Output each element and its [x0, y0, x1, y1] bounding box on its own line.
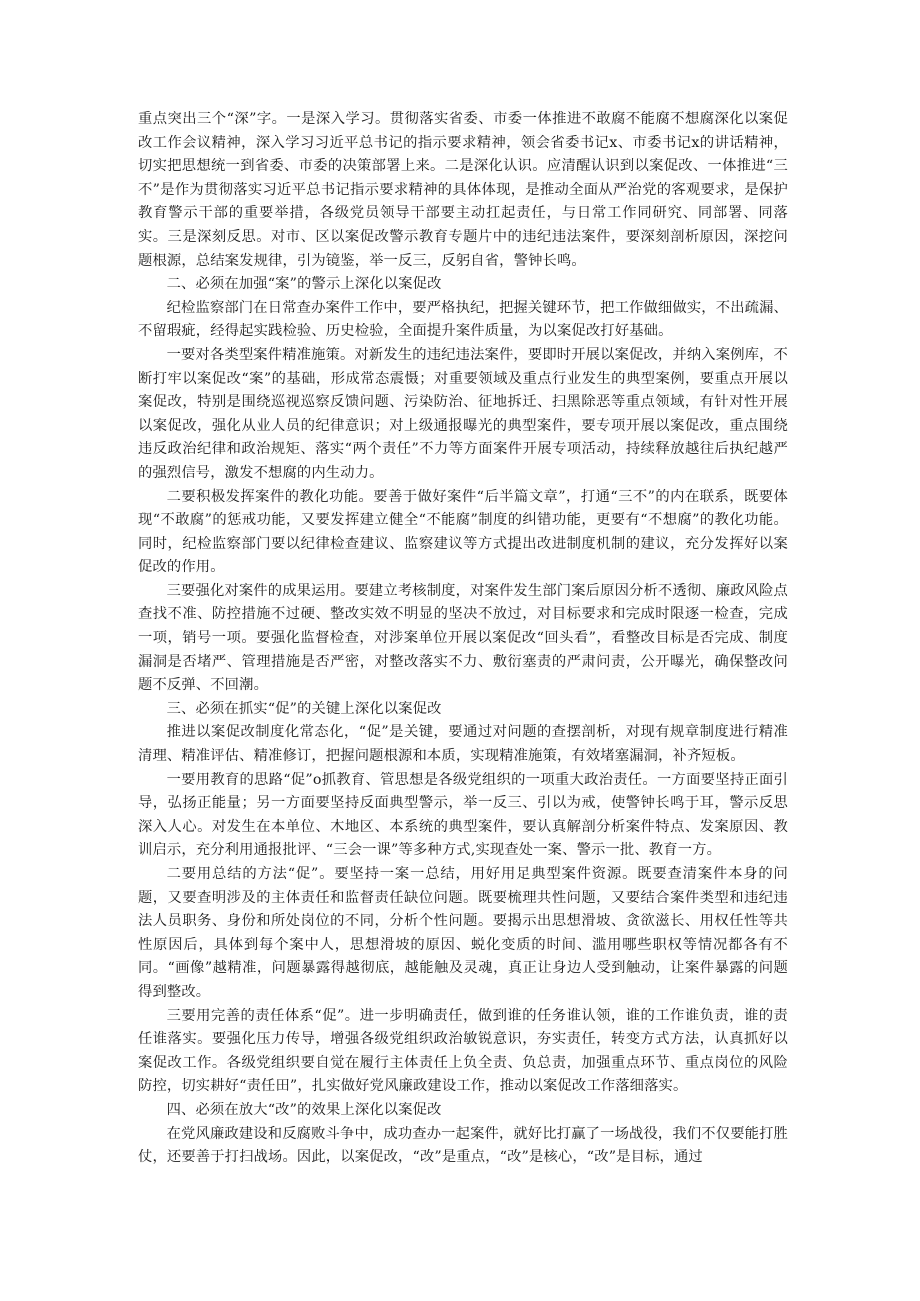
- paragraph: 在党风廉政建设和反腐败斗争中，成功查办一起案件，就好比打赢了一场战役，我们不仅要能打胜仗，还要善于打扫战场。因此，以案促改，“改”是重点，“改”是核心，“改”是目标，通过: [138, 1125, 788, 1166]
- document-body: [138, 108, 788, 1170]
- paragraph: 一要用教育的思路“促”o抓教育、管思想是各级党组织的一项重大政治责任。一方面要坚持正面引导，弘扬正能量；另一方面要坚持反面典型警示，举一反三、引以为戒，使警钟长鸣于耳，警示反思深入人心。对发生在本单位、木地区、本系统的典型案件，要认真解剖分析案件特点、发案原因、教训启示，充分利用通报批评、“三会一课”等多种方式,实现查处一案、警示一批、教育一方。: [138, 771, 788, 859]
- paragraph: 四、必须在放大“改”的效果上深化以案促改: [166, 1101, 442, 1118]
- paragraph: 二要积极发挥案件的教化功能。要善于做好案件“后半篇文章”，打通“三不”的内在联系，既要体现“不敢腐”的惩戒功能，又要发挥建立健全“不能腐”制度的纠错功能，更要有“不想腐”的教化功能。同时，纪检监察部门要以纪律检查建议、监察建议等方式提出改进制度机制的建议，充分发挥好以案促改的作用。: [138, 488, 788, 576]
- paragraph: 推进以案促改制度化常态化，“促”是关键，要通过对问题的查摆剖析，对现有规章制度进行精准清理、精准评估、精准修订，把握问题根源和本质，实现精准施策，有效堵塞漏洞，补齐短板。: [138, 724, 788, 765]
- paragraph: 三要强化对案件的成果运用。要建立考核制度，对案件发生部门案后原因分析不透彻、廉政风险点查找不准、防控措施不过硬、整改实效不明显的坚决不放过，对目标要求和完成时限逐一检查，完成一项，销号一项。要强化监督检查，对涉案单位开展以案促改“回头看”，看整改目标是否完成、制度漏洞是否堵严、管理措施是否严密，对整改落实不力、敷衍塞责的严肃问责，公开曝光，确保整改问题不反弹、不回潮。: [138, 582, 788, 694]
- paragraph: 三要用完善的责任体系“促”。进一步明确责任，做到谁的任务谁认领，谁的工作谁负责，谁的责任谁落实。要强化压力传导，增强各级党组织政治敏锐意识，夯实责任，转变方式方法，认真抓好以案促改工作。各级党组织要自觉在履行主体责任上负全责、负总责，加强重点环节、重点岗位的风险防控，切实耕好“责任田”，扎实做好党风廉政建设工作，推动以案促改工作落细落实。: [138, 1007, 788, 1095]
- paragraph: 二要用总结的方法“促”。要坚持一案一总结，用好用足典型案件资源。既要查清案件本身的问题，又要查明涉及的主体责任和监督责任缺位问题。既要梳理共性问题，又要结合案件类型和违纪违法人员职务、身份和所处岗位的不同，分析个性问题。要揭示出思想滑坡、贪欲滋长、用权任性等共性原因后，具体到每个案中人，思想滑坡的原因、蜕化变质的时间、滥用哪些职权等情况都各有不同。“画像”越精准，问题暴露得越彻底，越能触及灵魂，真正让身边人受到触动，让案件暴露的问题得到整改。: [138, 866, 788, 1000]
- paragraph: 重点突出三个“深”字。一是深入学习。贯彻落实省委、市委一体推进不敢腐不能腐不想腐深化以案促改工作会议精神，深入学习习近平总书记的指示要求精神，领会省委书记x、市委书记x的讲话精神，切实把思想统一到省委、市委的决策部署上来。二是深化认识。应清醒认识到以案促改、一体推进“三不”是作为贯彻落实习近平总书记指示要求精神的具体体现，是推动全面从严治党的客观要求，是保护教育警示干部的重要举措，各级党员领导干部要主动扛起责任，与日常工作同研究、同部署、同落实。三是深刻反思。对市、区以案促改警示教育专题片中的违纪违法案件，要深刻剖析原因，深挖问题根源，总结案发规律，引为镜鉴，举一反三，反躬自省，警钟长鸣。: [138, 111, 788, 269]
- paragraph: 一要对各类型案件精准施策。对新发生的违纪违法案件，要即时开展以案促改，并纳入案例库，不断打牢以案促改“案”的基础，形成常态震慑；对重要领域及重点行业发生的典型案例，要重点开展以案促改，特别是围绕巡视巡察反馈问题、污染防治、征地拆迁、扫黑除恶等重点领域，有针对性开展以案促改，强化从业人员的纪律意识；对上级通报曝光的典型案件，要专项开展以案促改，重点围绕违反政治纪律和政治规矩、落实“两个责任”不力等方面案件开展专项活动，持续释放越往后执纪越严的强烈信号，激发不想腐的内生动力。: [138, 346, 788, 481]
- paragraph: 三、必须在抓实“促”的关键上深化以案促改: [166, 700, 442, 717]
- paragraph: 纪检监察部门在日常查办案件工作中，要严格执纪，把握关键环节，把工作做细做实，不出疏漏、不留瑕疵，经得起实践检验、历史检验，全面提升案件质量，为以案促改打好基础。: [138, 299, 788, 340]
- paragraph: 二、必须在加强“案”的警示上深化以案促改: [166, 276, 442, 293]
